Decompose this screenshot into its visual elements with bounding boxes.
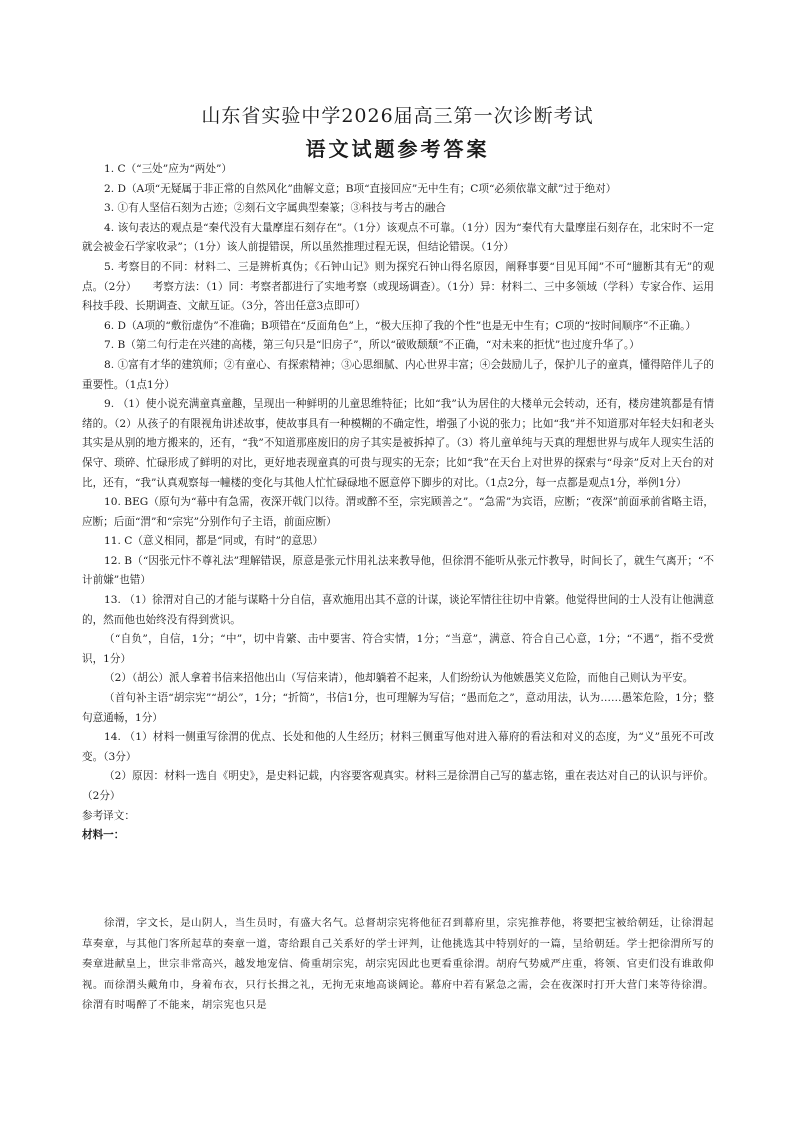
answer-2: 2. D（A项“无疑属于非正常的自然风化”曲解文意；B项“直接回应”无中生有；C项“必须依靠文献”过于绝对） [104, 182, 617, 195]
answer-4: 4. 该句表达的观点是“秦代没有大量摩崖石刻存在”。（1分）该观点不可靠。（1分）因为“秦代有大量摩崖石刻存在，北宋时不一定就会被金石学家收录”；（1分）该人前提错误，所以虽然推理过程无误，但结论错误。（1分） [82, 221, 714, 254]
answer-10: 10. BEG（原句为“幕中有急需，夜深开戟门以待。渭或醉不至，宗宪顾善之”。“急需”为宾语，应断；“夜深”前面承前省略主语，应断；后面“渭”和“宗宪”分别作句子主语，前面应断） [82, 496, 714, 528]
translation-section [82, 913, 714, 1016]
exam-title: 山东省实验中学2026届高三第一次诊断考试 [201, 105, 594, 127]
answer-12: 12. B（“因张元忭不尊礼法”理解错误，原意是张元忭用礼法来教导他，但徐渭不能听从张元忭教导，时间长了，就生气离开；“不计前嫌”也错） [82, 554, 714, 587]
answer-6: 6. D（A项的“敷衍虚伪”不准确；B项错在“反面角色”上，“极大压抑了我的个性”也是无中生有；C项的“按时间顺序”不正确。） [104, 319, 697, 332]
answer-14-2: （2）原因：材料一选自《明史》，是史料记载，内容要客观真实。材料三是徐渭自己写的墓志铭，重在表达对自己的认识与评价。（2分） [82, 770, 714, 802]
answer-8: 8. ①富有才华的建筑师；②有童心、有探索精神；③心思细腻、内心世界丰富；④会鼓励儿子，保护儿子的童真，懂得陪伴儿子的重要性。（1点1分） [82, 358, 714, 391]
answer-13-1-scoring: （“自负”，自信，1分；“中”，切中肯綮、击中要害、符合实情，1分；“当意”，满意、符合自己心意，1分；“不遇”，指不受赏识，1分） [82, 633, 714, 665]
answer-11: 11. C（意义相同，都是“同或，有时”的意思） [104, 535, 324, 548]
answer-9: 9. （1）使小说充满童真童趣，呈现出一种鲜明的儿童思维特征；比如“我”认为居住的大楼单元会转动，还有，楼房建筑都是有情绪的。（2）从孩子的有限视角讲述故事，使故事具有一种模糊的不确定性，增强了小说的张力；比如“我”并不知道那对年轻夫妇和老头其实是从别的地方搬来的，还有，“我”不知道那座废旧的房子其实是被拆掉了。（3）将儿童单纯与天真的理想世界与成年人现实生活的保守、琐碎、忙碌形成了鲜明的对比，更好地表现童真的可贵与现实的无奈；比如“我”在天台上对世界的探索与“母亲”反对上天台的对比，还有，“我”认真观察每一幢楼的变化与其他人忙忙碌碌地不愿意停下脚步的对比。（1点2分，每一点都是观点1分，举例1分） [82, 398, 714, 489]
answer-14-1: 14. （1）材料一侧重写徐渭的优点、长处和他的人生经历；材料三侧重写他对进入幕府的看法和对义的态度，为“义”虽死不可改变。（3分） [82, 731, 714, 763]
answer-13-2-scoring: （首句补主语“胡宗宪”“胡公”，1分；“折简”，书信1分，也可理解为写信；“愚而危之”，意动用法，认为……愚笨危险，1分；整句意通畅，1分） [82, 692, 714, 724]
answer-13-1: 13. （1）徐渭对自己的才能与谋略十分自信，喜欢施用出其不意的计谋，谈论军情往往切中肯綮。他觉得世间的士人没有让他满意的，然而他也始终没有得到赏识。 [82, 594, 714, 626]
answer-7: 7. B（第二句行走在兴建的高楼，第三句只是“旧房子”，所以“破败颓颓”不正确，“对未来的拒忧”也过度升华了。） [104, 339, 640, 352]
answer-5: 5. 考察目的不同：材料二、三是辨析真伪；《石钟山记》则为探究石钟山得名原因，阐释事要“目见耳闻”不可“臆断其有无”的观点。（2分） 考察方法：（1）同：考察者都进行了实地考察（或现场调查）。（1分）异：材料二、三中多领域（学科）专家合作、运用科技手段、长期调查、文献互证。（3分，答出任意3点即可） [82, 260, 714, 313]
answer-3: 3. ①有人坚信石刻为古迹；②刻石文字属典型秦篆；③科技与考古的融合 [104, 202, 446, 215]
answer-13-2: （2）（胡公）派人拿着书信来招他出山（写信来请），他却躺着不起来，人们纷纷认为他嫉愚笑义危险，而他自己则认为平安。 [104, 672, 694, 685]
translation-text: 徐渭，字文长，是山阴人，当生员时，有盛大名气。总督胡宗宪将他征召到幕府里，宗宪推荐他，将要把宝被给朝廷，让徐渭起草奏章，与其他门客所起草的奏章一道，寄给跟自己关系好的学士评判，让他挑选其中特别好的一篇，呈给朝廷。学士把徐渭所写的奏章进献皇上，世宗非常高兴，越发地宠信、倚重胡宗宪，胡宗宪因此也更看重徐渭。胡府气势威严庄重，将领、官吏们没有谁敢仰视。而徐渭头戴角巾，身着布衣，只行长揖之礼，无拘无束地高谈阔论。幕府中若有紧急之需，会在夜深时打开大营门来等待徐渭。徐渭有时喝醉了不能来，胡宗宪也只是 [82, 917, 714, 1011]
subject-title: 语文试题参考答案 [305, 137, 490, 161]
answer-body [82, 160, 714, 846]
answer-1: 1. C（“三处”应为“两处”） [104, 163, 232, 175]
translation-heading: 参考译文： [82, 809, 135, 822]
translation-sub-heading: 材料一： [82, 829, 125, 842]
